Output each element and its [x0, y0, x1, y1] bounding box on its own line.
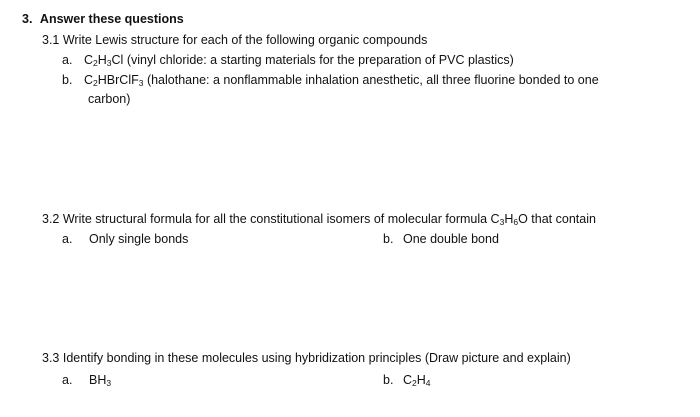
item-b-marker: b.	[383, 232, 394, 246]
question-3-3-heading: 3.3 Identify bonding in these molecules using hybridization principles (Draw picture and explain)	[42, 351, 571, 365]
item-b-text: One double bond	[403, 232, 499, 246]
item-a-text: Only single bonds	[89, 232, 189, 246]
question-3-1-item-a	[62, 52, 514, 69]
item-a-marker: a.	[62, 373, 73, 387]
formula-c2hbrclf3: $C_2HBrClF_3$	[84, 73, 144, 88]
item-a-marker: a.	[62, 232, 73, 246]
section-header	[22, 11, 184, 28]
formula-c2h3cl: $C_2H_3Cl$	[84, 53, 124, 68]
item-b-description: (halothane: a nonflammable inhalation anesthetic, all three fluorine bonded to one	[143, 73, 599, 87]
formula-bh3: $BH_3$	[89, 373, 112, 388]
item-b-marker: b.	[383, 373, 394, 387]
question-3-3-item-a	[62, 372, 111, 389]
question-3-1-item-b	[62, 72, 599, 89]
formula-c2h4: $C_2H_4$	[403, 373, 431, 388]
item-a-description: (vinyl chloride: a starting materials for the preparation of PVC plastics)	[123, 53, 514, 67]
section-number: 3.	[22, 12, 33, 26]
question-3-1-heading: 3.1 Write Lewis structure for each of the following organic compounds	[42, 33, 428, 47]
question-3-2-item-a	[62, 231, 188, 248]
question-3-2-item-b	[383, 231, 499, 248]
item-b-continuation: carbon)	[88, 92, 131, 106]
item-b-marker: b.	[62, 73, 73, 87]
question-3-3-item-b	[383, 372, 431, 389]
section-title: Answer these questions	[39, 12, 184, 26]
question-3-2-heading: 3.2 Write structural formula for all the constitutional isomers of molecular formula $C_3H_6O$ that contain	[42, 212, 596, 227]
item-a-marker: a.	[62, 53, 73, 67]
